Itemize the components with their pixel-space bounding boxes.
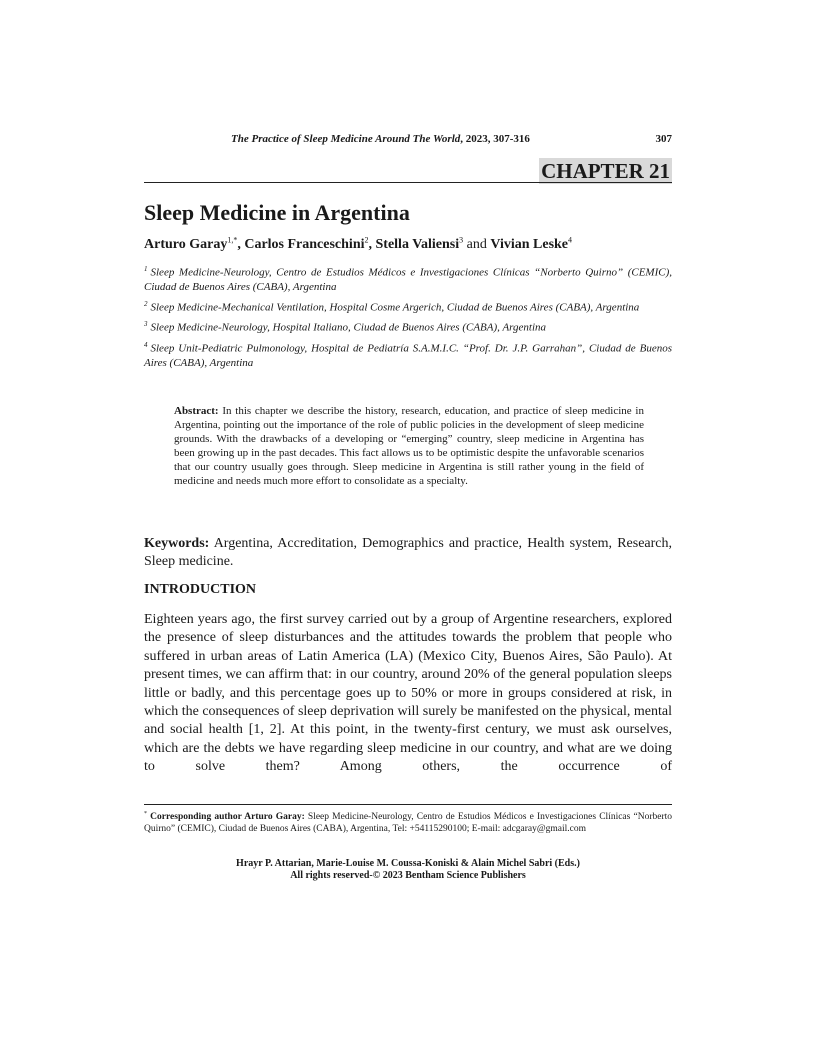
affiliation <box>144 262 672 294</box>
author-sup: 1,* <box>227 235 238 245</box>
author-list <box>144 237 572 253</box>
page-number: 307 <box>655 133 672 145</box>
editors-block <box>144 858 672 882</box>
affiliation-text: Sleep Medicine-Neurology, Hospital Italiano, Ciudad de Buenos Aires (CABA), Argentina <box>150 321 547 334</box>
abstract-text: In this chapter we describe the history, research, education, and practice of sleep medicine in Argentina, pointing out the importance of the role of public policies in the development of sleep medicine grounds. With the drawbacks of a developing or “emerging” country, sleep medicine in Argentina has been growing up in the past decades. This fact allows us to be optimistic despite the unfavorable scenarios that our country usually goes through. Sleep medicine in Argentina is still rather young in the field of medicine and needs much more effort to consolidate as a specialty. <box>174 405 644 487</box>
affiliation <box>144 338 672 370</box>
affiliation-number: 2 <box>144 299 148 308</box>
author-sep: , <box>237 237 245 252</box>
paper-title: Sleep Medicine in Argentina <box>144 200 410 225</box>
running-head-title: The Practice of Sleep Medicine Around The World <box>231 133 461 145</box>
chapter-label: CHAPTER 21 <box>541 159 670 183</box>
affiliation-text: Sleep Medicine-Mechanical Ventilation, Hospital Cosme Argerich, Ciudad de Buenos Aires (CABA), Argentina <box>150 301 640 314</box>
keywords <box>144 535 672 571</box>
copyright-line: All rights reserved-© 2023 Bentham Science Publishers <box>290 870 526 881</box>
footnote-label: Corresponding author Arturo Garay: <box>150 812 305 823</box>
author-name: Vivian Leske <box>490 237 569 252</box>
abstract-label: Abstract: <box>174 405 219 417</box>
author-name: Stella Valiensi <box>375 237 460 252</box>
footnote-text: Sleep Medicine-Neurology, Centro de Estudios Médicos e Investigaciones Clínicas “Norberto Quirno” (CEMIC), Ciudad de Buenos Aires (CABA), Argentina, Tel: +54115290100; E-mail: adcgaray@gmail.com <box>144 812 673 835</box>
author-sup: 4 <box>568 235 573 245</box>
editors-line: Hrayr P. Attarian, Marie-Louise M. Coussa-Koniski & Alain Michel Sabri (Eds.) <box>236 858 580 869</box>
running-head-title-wrap <box>231 133 530 145</box>
abstract <box>174 404 644 488</box>
author-name: Arturo Garay <box>144 237 228 252</box>
affiliation-number: 3 <box>144 320 148 329</box>
running-head-year-pages: , 2023, 307-316 <box>460 133 530 145</box>
footnote <box>144 808 672 835</box>
affiliations <box>144 262 672 373</box>
affiliation-number: 1 <box>144 265 148 273</box>
author-name: Carlos Franceschini <box>244 237 365 252</box>
footnote-mark: * <box>144 811 147 817</box>
author-sup: 2 <box>364 235 369 245</box>
keywords-text: Argentina, Accreditation, Demographics and practice, Health system, Research, Sleep medicine. <box>144 536 672 569</box>
author-sep: and <box>463 237 491 252</box>
section-heading: INTRODUCTION <box>144 582 257 597</box>
affiliation-number: 4 <box>144 340 148 349</box>
keywords-label: Keywords: <box>144 536 210 551</box>
affiliation <box>144 317 672 335</box>
affiliation-text: Sleep Medicine-Neurology, Centro de Estudios Médicos e Investigaciones Clínicas “Norberto Quirno” (CEMIC), Ciudad de Buenos Aires (CABA), Argentina <box>144 266 672 293</box>
chapter-rule <box>144 182 672 183</box>
intro-paragraph: Eighteen years ago, the first survey carried out by a group of Argentine researchers, explored the presence of sleep disturbances and the attitudes towards the problem that people who suffered in urban areas of Latin America (LA) (Mexico City, Buenos Aires, São Paulo). At present times, we can affirm that: in our country, around 20% of the general population sleeps little or badly, and this percentage goes up to 50% or more in groups considered at risk, in which the consequences of sleep deprivation will surely be manifested on the physical, mental and social health [1, 2]. At this point, in the twenty-first century, we must ask ourselves, which are the debts we have regarding sleep medicine in our country, and what are we doing to solve them? Among others, the occurrence of <box>144 612 672 775</box>
author-sup: 3 <box>459 235 464 245</box>
affiliation <box>144 297 672 315</box>
affiliation-text: Sleep Unit-Pediatric Pulmonology, Hospital de Pediatría S.A.M.I.C. “Prof. Dr. J.P. Garrahan”, Ciudad de Buenos Aires (CABA), Argentina <box>144 342 672 369</box>
author-sep: , <box>368 237 376 252</box>
footnote-rule <box>144 804 672 805</box>
